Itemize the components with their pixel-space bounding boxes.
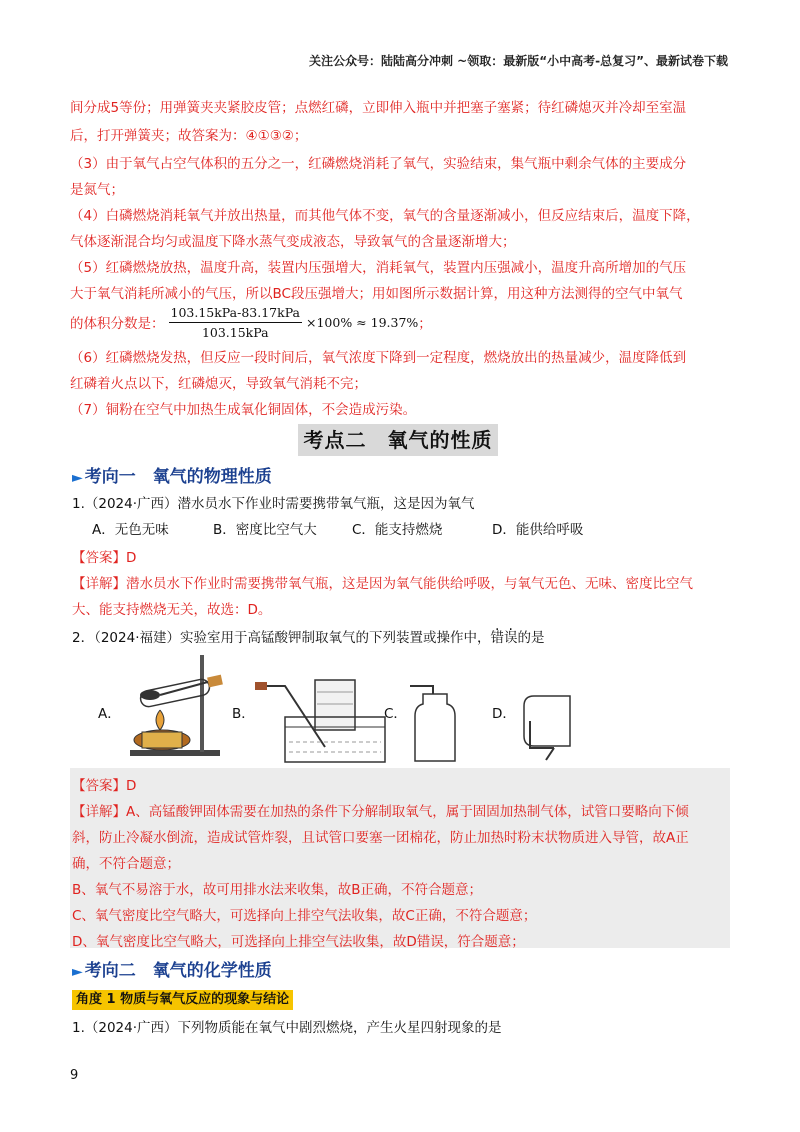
explanation-line: 红磷着火点以下，红磷熄灭，导致氧气消耗不完；	[70, 376, 367, 392]
angle-heading: 角度 1 物质与氧气反应的现象与结论	[72, 990, 293, 1010]
kaoxiang-title: 考向二 氧气的化学性质	[84, 961, 272, 981]
formula-denominator: 103.15kPa	[201, 324, 269, 340]
kaoxiang-title: 考向一 氧气的物理性质	[84, 467, 272, 487]
detail-line: 【详解】A、高锰酸钾固体需要在加热的条件下分解制取氧气，属于固固加热制气体，试管口要略向下倾	[72, 804, 689, 820]
explanation-line: 大于氧气消耗所减小的气压，所以BC段压强增大；用如图所示数据计算，用这种方法测得的空气中氧气	[70, 286, 683, 302]
diagram-label-b: B．	[232, 706, 255, 722]
option-d: D．能供给呼吸	[492, 522, 584, 538]
formula-result: ×100% ≈ 19.37%	[306, 314, 419, 330]
stem-prefix: 2．（2024·福建）实验室用于高锰酸钾制取氧气的下列装置或操作中，	[72, 630, 491, 646]
formula-fraction	[169, 305, 303, 340]
diagram-d-downward-air-collection	[516, 676, 581, 766]
explanation-line: （3）由于氧气占空气体积的五分之一，红磷燃烧消耗了氧气，实验结束，集气瓶中剩余气体的主要成分	[70, 156, 687, 172]
kaoxiang-heading	[72, 956, 272, 981]
answer: 【答案】D	[72, 550, 137, 566]
page-header: 关注公众号：陆陆高分冲刺 ~领取：最新版“小中高考-总复习”、最新试卷下载	[309, 54, 728, 68]
answer: 【答案】D	[72, 778, 137, 794]
option-a: A．无色无味	[92, 522, 169, 538]
emphasis-char: 错	[490, 630, 504, 646]
explanation-line: （5）红磷燃烧放热，温度升高，装置内压强增大，消耗氧气，装置内压强减小，温度升高所增加的气压	[70, 260, 687, 276]
detail-line: B、氧气不易溶于水，故可用排水法来收集，故B正确，不符合题意；	[72, 882, 483, 898]
page-number: 9	[70, 1068, 79, 1083]
diagram-label-c: C．	[384, 706, 407, 722]
detail-line: D、氧气密度比空气略大，可选择向上排空气法收集，故D错误，符合题意；	[72, 934, 525, 950]
explanation-line: 后，打开弹簧夹；故答案为：④①③②；	[70, 128, 308, 144]
kaoxiang-heading	[72, 462, 272, 487]
detail-line: 确，不符合题意；	[72, 856, 180, 872]
formula-numerator: 103.15kPa-83.17kPa	[169, 305, 303, 323]
detail-line: C、氧气密度比空气略大，可选择向上排空气法收集，故C正确，不符合题意；	[72, 908, 537, 924]
section-title: 考点二 氧气的性质	[298, 424, 498, 456]
option-c: C．能支持燃烧	[352, 522, 443, 538]
option-b: B．密度比空气大	[213, 522, 317, 538]
diagram-a-heating-apparatus	[120, 650, 230, 765]
detail-line: 斜，防止冷凝水倒流，造成试管炸裂，且试管口要塞一团棉花，防止加热时粉末状物质进入导管，故A正	[72, 830, 689, 846]
triangle-icon: ►	[72, 964, 83, 980]
diagram-c-upward-air-collection	[405, 676, 465, 766]
detail-line: 【详解】潜水员水下作业时需要携带氧气瓶，这是因为氧气能供给呼吸，与氧气无色、无味、密度比空气	[72, 576, 693, 592]
oxygen-fraction-formula	[70, 302, 432, 342]
explanation-line: 间分成5等份；用弹簧夹夹紧胶皮管；点燃红磷，立即伸入瓶中并把塞子塞紧；待红磷熄灭并冷却至室温	[70, 100, 687, 116]
explanation-line: （6）红磷燃烧发热，但反应一段时间后，氧气浓度下降到一定程度，燃烧放出的热量减少，温度降低到	[70, 350, 687, 366]
detail-line: 大、能支持燃烧无关，故选：D。	[72, 602, 272, 618]
diagram-label-a: A．	[98, 706, 121, 722]
formula-end: ；	[418, 316, 432, 332]
diagram-label-d: D．	[492, 706, 516, 722]
stem-suffix: 的是	[517, 630, 545, 646]
explanation-line: （7）铜粉在空气中加热生成氧化铜固体，不会造成污染。	[70, 402, 417, 418]
question-stem: 1.（2024·广西）潜水员水下作业时需要携带氧气瓶，这是因为氧气	[72, 496, 475, 512]
question-stem: 1.（2024·广西）下列物质能在氧气中剧烈燃烧，产生火星四射现象的是	[72, 1020, 502, 1036]
triangle-icon: ►	[72, 470, 83, 486]
explanation-line: （4）白磷燃烧消耗氧气并放出热量，而其他气体不变，氧气的含量逐渐减小，但反应结束后，温度下降，	[70, 208, 700, 224]
emphasis-char: 误	[504, 630, 518, 646]
diagram-b-water-collection	[255, 672, 390, 767]
explanation-line: 气体逐渐混合均匀或温度下降水蒸气变成液态，导致氧气的含量逐渐增大；	[70, 234, 516, 250]
question-stem	[72, 626, 545, 646]
explanation-line: 是氮气；	[70, 182, 124, 198]
formula-prefix: 的体积分数是：	[70, 316, 165, 332]
